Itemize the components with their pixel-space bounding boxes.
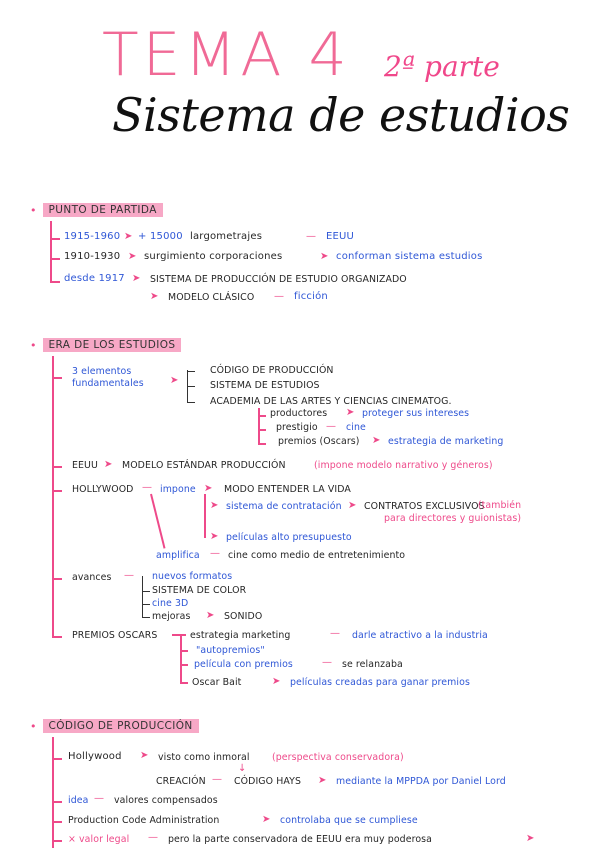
dash: — bbox=[124, 570, 135, 581]
text: sistema de contratación bbox=[226, 501, 342, 512]
text: largometrajes bbox=[190, 231, 263, 242]
text: (también para directores y guionistas) bbox=[384, 500, 522, 524]
dash: — bbox=[210, 548, 221, 559]
dash: — bbox=[330, 628, 341, 639]
page-title: TEMA 4 bbox=[102, 20, 351, 90]
tree-branch bbox=[52, 466, 62, 468]
text: SISTEMA DE PRODUCCIÓN DE ESTUDIO ORGANIZADO bbox=[150, 274, 407, 285]
dash: — bbox=[142, 482, 153, 493]
bullet-icon: • bbox=[30, 203, 37, 217]
text: SISTEMA DE ESTUDIOS bbox=[210, 380, 320, 391]
tree-branch bbox=[50, 281, 60, 283]
text: SONIDO bbox=[224, 611, 263, 622]
dash: — bbox=[326, 421, 337, 432]
text: MODELO CLÁSICO bbox=[168, 292, 255, 303]
arrow-icon: ➤ bbox=[320, 251, 329, 262]
tree-branch bbox=[258, 415, 266, 417]
text: idea bbox=[68, 795, 89, 806]
text: (impone modelo narrativo y géneros) bbox=[314, 460, 493, 471]
text: ficción bbox=[294, 291, 328, 302]
text: cine bbox=[346, 422, 366, 433]
tree-line bbox=[52, 737, 54, 848]
tree-branch bbox=[187, 386, 195, 387]
text: prestigio bbox=[276, 422, 318, 433]
text: impone bbox=[160, 484, 196, 495]
date-range: 1910-1930 bbox=[64, 251, 121, 262]
dash: — bbox=[322, 657, 333, 668]
text: proteger sus intereses bbox=[362, 408, 470, 419]
text: HOLLYWOOD bbox=[72, 484, 134, 495]
tree-branch bbox=[180, 682, 188, 684]
text: películas alto presupuesto bbox=[226, 532, 352, 543]
text: valores compensados bbox=[114, 795, 218, 806]
tree-branch bbox=[172, 634, 186, 636]
tree-branch bbox=[258, 429, 266, 431]
text: película con premios bbox=[194, 659, 293, 670]
arrow-icon: ➤ bbox=[372, 435, 381, 446]
text: amplifica bbox=[156, 550, 200, 561]
text: cine como medio de entretenimiento bbox=[228, 550, 406, 561]
tree-line bbox=[52, 356, 54, 638]
title-part: 2ª parte bbox=[384, 50, 500, 83]
text: SISTEMA DE COLOR bbox=[152, 585, 247, 596]
dash: — bbox=[212, 774, 223, 785]
text: Production Code Administration bbox=[68, 815, 220, 826]
arrow-icon: ➤ bbox=[210, 500, 219, 511]
tree-branch bbox=[52, 578, 62, 580]
tree-branch bbox=[187, 402, 195, 403]
text: visto como inmoral bbox=[158, 752, 250, 763]
tree-line bbox=[142, 576, 143, 618]
text: darle atractivo a la industria bbox=[352, 630, 488, 641]
tree-branch bbox=[187, 371, 195, 372]
text: películas creadas para ganar premios bbox=[290, 677, 470, 688]
arrow-icon: ➤ bbox=[150, 291, 159, 302]
section-header-codigo: • CÓDIGO DE PRODUCCIÓN bbox=[30, 719, 199, 733]
text: CONTRATOS EXCLUSIVOS bbox=[364, 501, 485, 512]
text: PREMIOS OSCARS bbox=[72, 630, 158, 641]
dash: — bbox=[274, 291, 285, 302]
tree-branch bbox=[50, 238, 60, 240]
text: ACADEMIA DE LAS ARTES Y CIENCIAS CINEMATOG. bbox=[210, 396, 452, 407]
tree-line bbox=[258, 408, 260, 444]
text: (perspectiva conservadora) bbox=[272, 752, 404, 763]
text: mejoras bbox=[152, 611, 191, 622]
text: "autopremios" bbox=[196, 645, 265, 656]
tree-branch bbox=[52, 821, 62, 823]
text: MODO ENTENDER LA VIDA bbox=[224, 484, 351, 495]
tree-line bbox=[150, 494, 165, 549]
page-subtitle: Sistema de estudios bbox=[112, 88, 570, 142]
text: Hollywood bbox=[68, 751, 122, 762]
tree-branch bbox=[52, 840, 62, 842]
dash: — bbox=[148, 832, 159, 843]
arrow-icon: ➤ bbox=[346, 407, 355, 418]
text: estrategia marketing bbox=[190, 630, 291, 641]
tree-branch bbox=[52, 758, 62, 760]
text: nuevos formatos bbox=[152, 571, 233, 582]
arrow-icon: ➤ bbox=[318, 775, 327, 786]
text: CREACIÓN bbox=[156, 776, 206, 787]
arrow-icon: ➤ bbox=[170, 375, 179, 386]
arrow-icon: ➤ bbox=[104, 459, 113, 470]
tree-branch bbox=[52, 490, 62, 492]
text: pero la parte conservadora de EEUU era muy poderosa bbox=[168, 834, 433, 845]
section-header-punto: • PUNTO DE PARTIDA bbox=[30, 203, 163, 217]
text: cine 3D bbox=[152, 598, 189, 609]
text: avances bbox=[72, 572, 112, 583]
arrow-icon: ➤ bbox=[272, 676, 281, 687]
text: controlaba que se cumpliese bbox=[280, 815, 418, 826]
tree-branch bbox=[50, 258, 60, 260]
tree-branch bbox=[52, 801, 62, 803]
tree-branch bbox=[180, 664, 188, 666]
section-header-era: • ERA DE LOS ESTUDIOS bbox=[30, 338, 181, 352]
arrow-icon: ➤ bbox=[140, 750, 149, 761]
arrow-icon: ➤ bbox=[262, 814, 271, 825]
arrow-icon: ➤ bbox=[210, 531, 219, 542]
text: EEUU bbox=[72, 460, 98, 471]
count: + 15000 bbox=[138, 231, 183, 242]
text: mediante la MPPDA por Daniel Lord bbox=[336, 776, 506, 787]
tree-line bbox=[50, 221, 52, 283]
tree-branch bbox=[142, 617, 150, 618]
arrow-icon: ➤ bbox=[526, 833, 535, 844]
text: Oscar Bait bbox=[192, 677, 242, 688]
text: EEUU bbox=[326, 231, 355, 242]
tree-branch bbox=[180, 650, 188, 652]
tree-branch bbox=[52, 377, 62, 379]
text: premios (Oscars) bbox=[278, 436, 360, 447]
arrow-icon: ➤ bbox=[124, 231, 133, 242]
date: desde 1917 bbox=[64, 273, 125, 284]
tree-branch bbox=[142, 604, 150, 605]
tree-branch bbox=[52, 636, 62, 638]
text: conforman sistema estudios bbox=[336, 251, 483, 262]
text: surgimiento corporaciones bbox=[144, 251, 283, 262]
tree-line bbox=[204, 494, 206, 538]
text: CÓDIGO DE PRODUCCIÓN bbox=[210, 365, 334, 376]
tree-branch bbox=[142, 591, 150, 592]
text: CÓDIGO HAYS bbox=[234, 776, 302, 787]
tree-line bbox=[180, 634, 182, 684]
bullet-icon: • bbox=[30, 338, 37, 352]
arrow-icon: ➤ bbox=[206, 610, 215, 621]
text: se relanzaba bbox=[342, 659, 403, 670]
dash: — bbox=[94, 793, 105, 804]
arrow-down-icon: ↓ bbox=[238, 763, 247, 774]
text: productores bbox=[270, 408, 328, 419]
dash: — bbox=[306, 231, 317, 242]
arrow-icon: ➤ bbox=[132, 273, 141, 284]
arrow-icon: ➤ bbox=[348, 500, 357, 511]
text: 3 elementos fundamentales bbox=[72, 366, 144, 389]
text: MODELO ESTÁNDAR PRODUCCIÓN bbox=[122, 460, 286, 471]
tree-branch bbox=[258, 443, 266, 445]
text: × valor legal bbox=[68, 834, 130, 845]
bullet-icon: • bbox=[30, 719, 37, 733]
date-range: 1915-1960 bbox=[64, 231, 121, 242]
arrow-icon: ➤ bbox=[204, 483, 213, 494]
text: estrategia de marketing bbox=[388, 436, 504, 447]
arrow-icon: ➤ bbox=[128, 251, 137, 262]
